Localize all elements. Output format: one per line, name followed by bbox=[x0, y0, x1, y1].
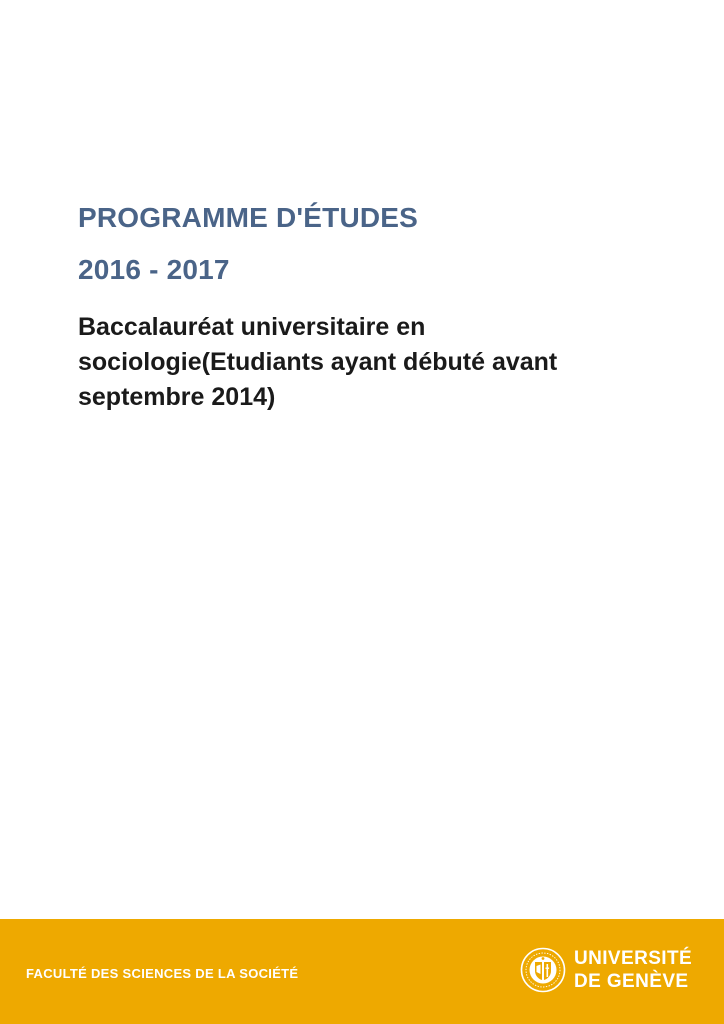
university-logo bbox=[520, 947, 700, 997]
faculty-name: FACULTÉ DES SCIENCES DE LA SOCIÉTÉ bbox=[26, 966, 299, 981]
university-name-line1: UNIVERSITÉ bbox=[574, 948, 693, 969]
university-name-line2: DE GENÈVE bbox=[574, 971, 689, 992]
university-seal-icon bbox=[520, 947, 566, 993]
university-name bbox=[574, 947, 692, 993]
heading-block bbox=[78, 198, 698, 290]
footer-band bbox=[0, 919, 724, 1024]
degree-title: Baccalauréat universitaire en sociologie(Etudiants ayant débuté avant septembre 2014) bbox=[78, 313, 558, 411]
academic-year: 2016 - 2017 bbox=[78, 254, 230, 285]
program-title: PROGRAMME D'ÉTUDES bbox=[78, 202, 419, 233]
